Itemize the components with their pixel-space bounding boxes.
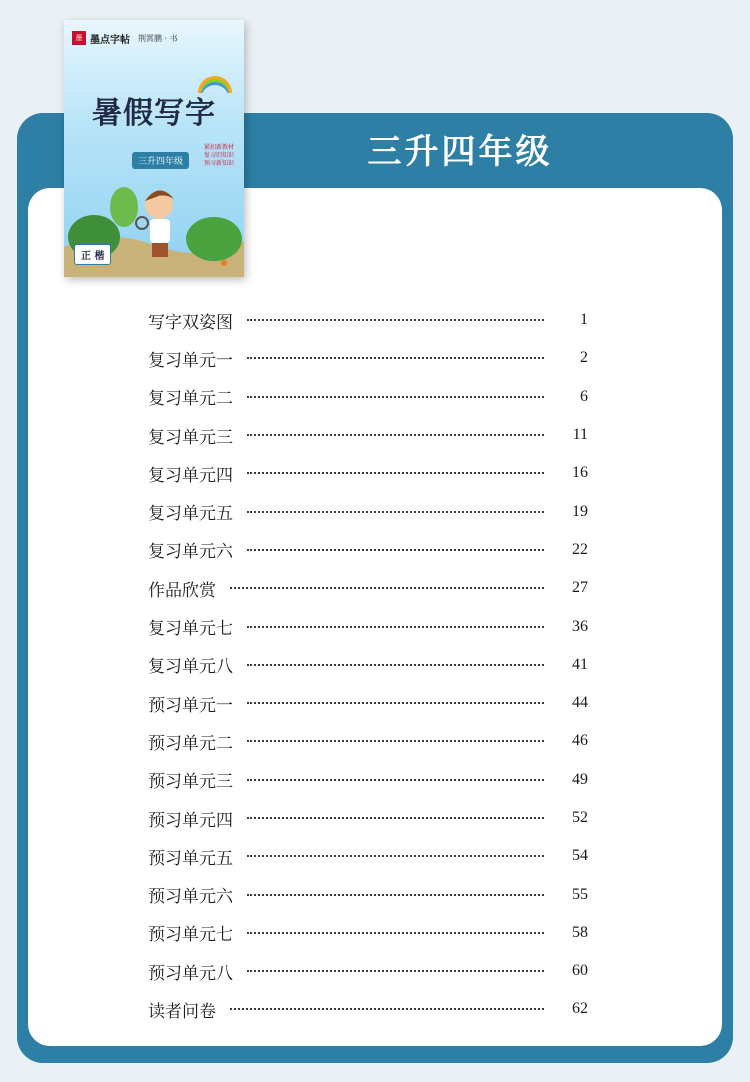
toc-row bbox=[148, 569, 588, 607]
toc-page-number: 41 bbox=[572, 655, 588, 673]
toc-row bbox=[148, 607, 588, 645]
toc-page-number: 36 bbox=[572, 617, 588, 635]
toc-entry-title: 复习单元一 bbox=[148, 350, 233, 371]
toc-page-number: 58 bbox=[572, 923, 588, 941]
toc-entry-title: 预习单元八 bbox=[148, 963, 233, 984]
toc-page-number: 27 bbox=[572, 579, 588, 597]
cover-style-label: 正 楷 bbox=[74, 244, 111, 265]
toc-row bbox=[148, 531, 588, 569]
toc-entry-title: 预习单元四 bbox=[148, 810, 233, 831]
toc-row bbox=[148, 875, 588, 913]
toc-entry-title: 预习单元二 bbox=[148, 733, 233, 754]
toc-entry-title: 复习单元六 bbox=[148, 542, 233, 563]
toc-leader-dots bbox=[247, 855, 544, 857]
toc-row bbox=[148, 301, 588, 339]
toc-leader-dots bbox=[247, 702, 544, 704]
toc-page-number: 6 bbox=[580, 387, 588, 405]
toc-row bbox=[148, 339, 588, 377]
toc-entry-title: 复习单元五 bbox=[148, 504, 233, 525]
toc-leader-dots bbox=[247, 396, 544, 398]
toc-leader-dots bbox=[247, 357, 544, 359]
toc-row bbox=[148, 492, 588, 530]
cover-title: 暑假写字 bbox=[92, 96, 216, 131]
toc-entry-title: 复习单元四 bbox=[148, 465, 233, 486]
brand-name: 墨点字帖 bbox=[90, 34, 130, 46]
toc-leader-dots bbox=[247, 626, 544, 628]
toc-page-number: 46 bbox=[572, 732, 588, 750]
toc-entry-title: 预习单元五 bbox=[148, 848, 233, 869]
toc-page-number: 49 bbox=[572, 770, 588, 788]
toc-entry-title: 写字双姿图 bbox=[148, 312, 233, 333]
toc-leader-dots bbox=[247, 740, 544, 742]
toc-page-number: 60 bbox=[572, 962, 588, 980]
toc-entry-title: 复习单元三 bbox=[148, 427, 233, 448]
grade-title: 三升四年级 bbox=[367, 132, 553, 172]
toc-entry-title: 预习单元一 bbox=[148, 695, 233, 716]
toc-entry-title: 预习单元六 bbox=[148, 887, 233, 908]
table-of-contents bbox=[148, 301, 588, 1029]
toc-row bbox=[148, 722, 588, 760]
toc-leader-dots bbox=[247, 779, 544, 781]
toc-leader-dots bbox=[230, 1008, 544, 1010]
toc-page-number: 62 bbox=[572, 1000, 588, 1018]
toc-leader-dots bbox=[247, 817, 544, 819]
toc-leader-dots bbox=[247, 549, 544, 551]
cover-grade-badge: 三升四年级 bbox=[132, 152, 189, 169]
toc-page-number: 44 bbox=[572, 694, 588, 712]
toc-entry-title: 预习单元三 bbox=[148, 772, 233, 793]
toc-leader-dots bbox=[247, 511, 544, 513]
toc-page-number: 54 bbox=[572, 847, 588, 865]
brand-author: 荆霄鹏 · 书 bbox=[138, 33, 178, 43]
toc-row bbox=[148, 646, 588, 684]
toc-leader-dots bbox=[247, 894, 544, 896]
toc-entry-title: 复习单元七 bbox=[148, 619, 233, 640]
toc-row bbox=[148, 799, 588, 837]
toc-page-number: 16 bbox=[572, 464, 588, 482]
toc-page-number: 55 bbox=[572, 885, 588, 903]
toc-row bbox=[148, 952, 588, 990]
toc-entry-title: 复习单元二 bbox=[148, 389, 233, 410]
toc-entry-title: 读者问卷 bbox=[148, 1001, 216, 1022]
toc-row bbox=[148, 684, 588, 722]
cover-note: 紧扣新教材 复习旧知识 预习新知识 bbox=[204, 144, 235, 167]
toc-row bbox=[148, 416, 588, 454]
cover-brand-row bbox=[72, 30, 236, 46]
toc-leader-dots bbox=[247, 434, 544, 436]
toc-entry-title: 预习单元七 bbox=[148, 925, 233, 946]
toc-page-number: 11 bbox=[572, 426, 588, 444]
toc-page-number: 2 bbox=[580, 349, 588, 367]
toc-row bbox=[148, 990, 588, 1028]
toc-page-number: 52 bbox=[572, 809, 588, 826]
toc-page-number: 1 bbox=[580, 311, 588, 329]
book-cover bbox=[64, 20, 244, 277]
toc-leader-dots bbox=[230, 587, 544, 589]
toc-leader-dots bbox=[247, 319, 544, 321]
toc-leader-dots bbox=[247, 664, 544, 666]
toc-entry-title: 复习单元八 bbox=[148, 657, 233, 678]
toc-row bbox=[148, 378, 588, 416]
toc-page-number: 22 bbox=[572, 540, 588, 558]
toc-row bbox=[148, 837, 588, 875]
brand-logo: 墨 bbox=[72, 31, 86, 45]
toc-row bbox=[148, 761, 588, 799]
toc-row bbox=[148, 914, 588, 952]
toc-leader-dots bbox=[247, 970, 544, 972]
toc-page-number: 19 bbox=[572, 502, 588, 520]
toc-entry-title: 作品欣赏 bbox=[148, 580, 216, 601]
toc-row bbox=[148, 454, 588, 492]
toc-leader-dots bbox=[247, 932, 544, 934]
toc-leader-dots bbox=[247, 472, 544, 474]
